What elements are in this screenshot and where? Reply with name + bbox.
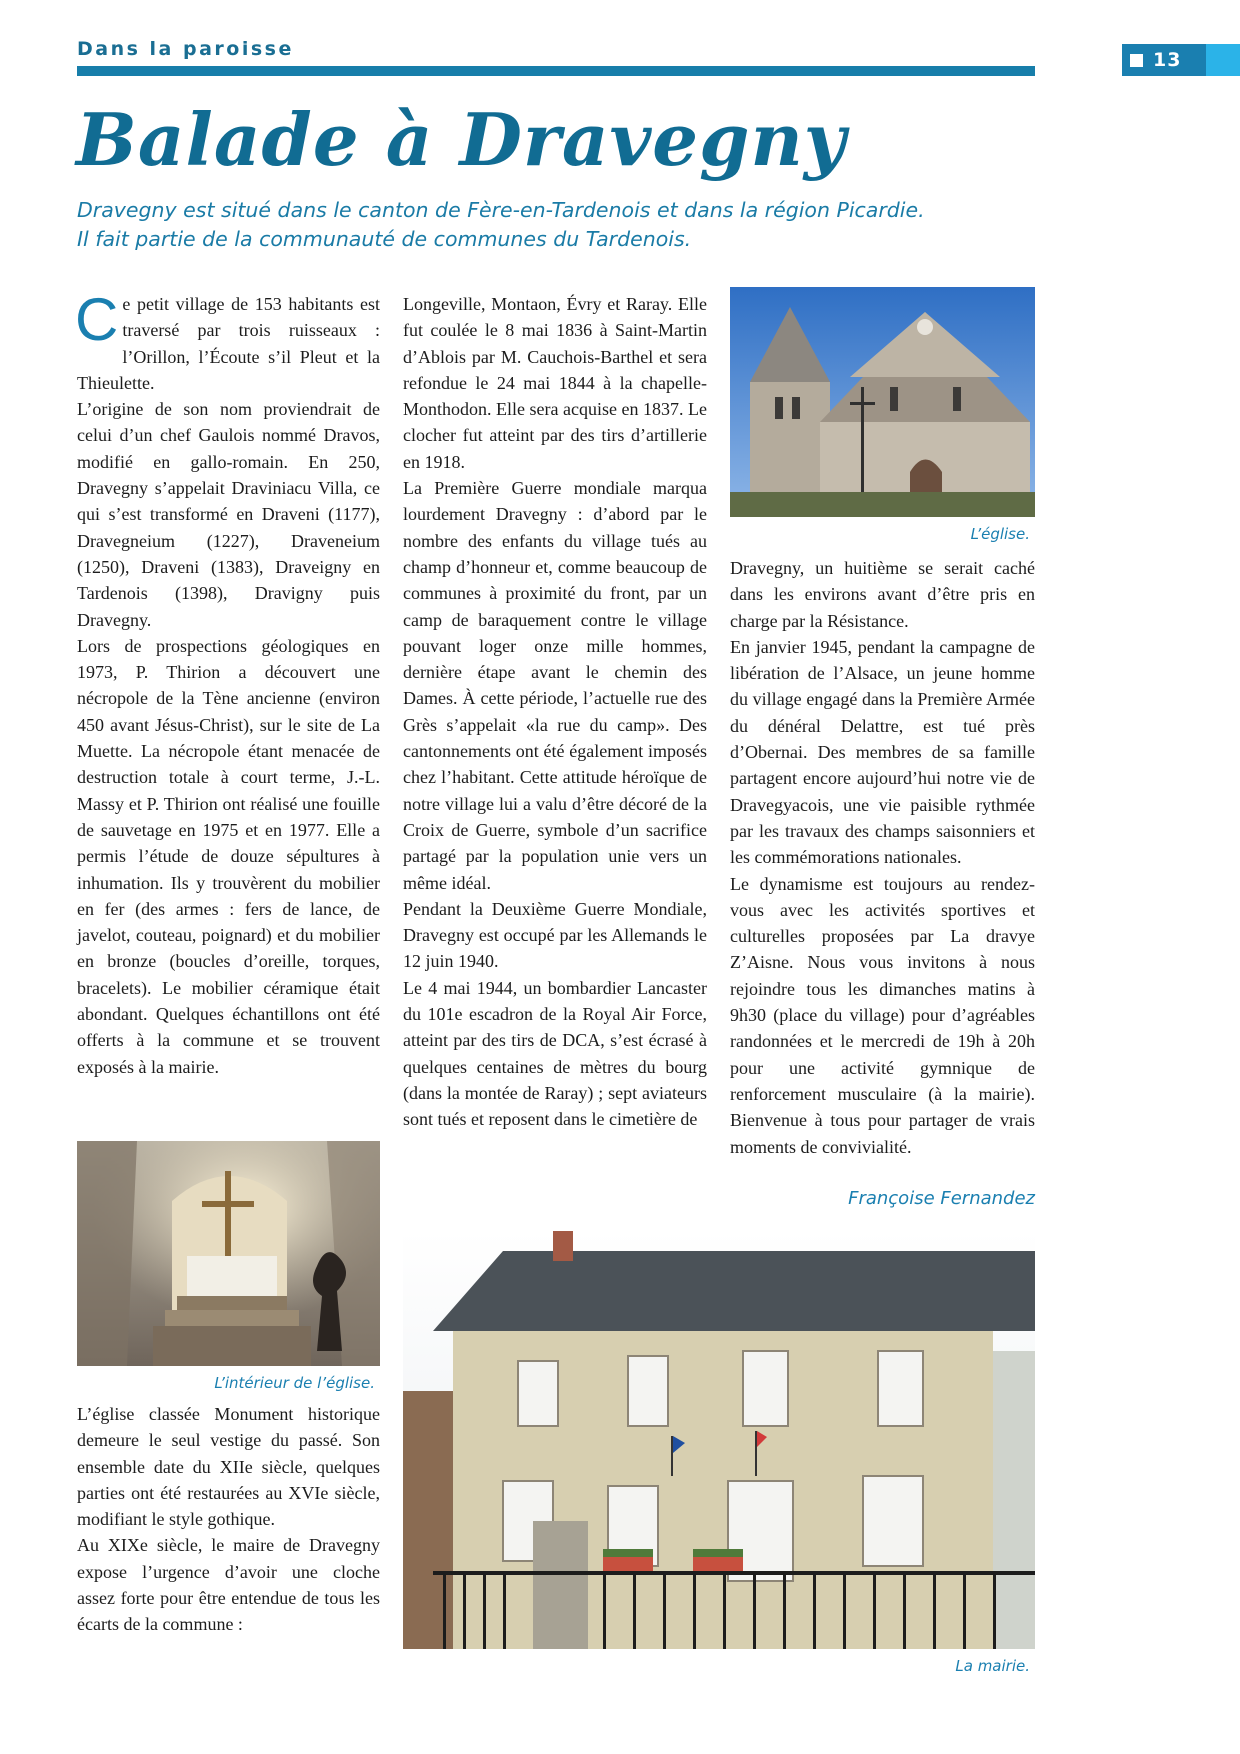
- church-caption: L’église.: [970, 525, 1030, 543]
- header-rule: [77, 66, 1035, 76]
- interior-photo: [77, 1141, 380, 1366]
- interior-caption: L’intérieur de l’église.: [214, 1374, 375, 1392]
- column-1-continued: [77, 1401, 380, 1638]
- paragraph-text: e petit village de 153 habitants est traversé par trois ruisseaux : l’Orillon, l’Écoute s’il Pleut et la Thieulette.: [77, 294, 380, 393]
- paragraph: La Première Guerre mondiale marqua lourdement Dravegny : d’abord par le nombre des enfants du village tués au champ d’honneur et, comme beaucoup de communes à proximité du front, par un camp de baraquement contre le village pouvant loger onze mille hommes, dernière étape avant le chemin des Dames. À cette période, l’actuelle rue des Grès s’appelait «la rue du camp». Des cantonnements ont été également imposés chez l’habitant. Cette attitude héroïque de notre village lui a valu d’être décoré de la Croix de Guerre, symbole d’un sacrifice partagé par la population unie vers un même idéal.: [403, 478, 707, 893]
- paragraph: Longeville, Montaon, Évry et Raray. Elle fut coulée le 8 mai 1836 à Saint-Martin d’Ablois par M. Cauchois-Barthel et sera refondue le 24 mai 1844 à la chapelle-Monthodon. Elle sera acquise en 1837. Le clocher fut atteint par des tirs d’artillerie en 1918.: [403, 294, 707, 472]
- paragraph: Au XIXe siècle, le maire de Dravegny expose l’urgence d’avoir une cloche assez forte pour être entendue de tous les écarts de la commune :: [77, 1535, 380, 1635]
- column-2: [403, 291, 707, 1133]
- paragraph: Dravegny, un huitième se serait caché dans les environs avant d’être pris en charge par la Résistance.: [730, 558, 1035, 631]
- page-badge-tail: [1206, 44, 1240, 76]
- paragraph: [75, 286, 380, 396]
- church-photo: [730, 287, 1035, 517]
- column-3: [730, 555, 1035, 1160]
- paragraph: L’église classée Monument historique demeure le seul vestige du passé. Son ensemble date du XIIe siècle, quelques parties ont été restaurées au XVIe siècle, modifiant le style gothique.: [77, 1404, 380, 1530]
- page-number-badge: [1122, 44, 1206, 76]
- paragraph: En janvier 1945, pendant la campagne de libération de l’Alsace, un jeune homme du village engagé dans la Première Armée du dénéral Delattre, est tué près d’Obernai. Des membres de sa famille partagent encore aujourd’hui notre vie de Dravegyacois, une vie paisible rythmée par les travaux des champs saisonniers et les commémorations nationales.: [730, 636, 1035, 868]
- column-1: [75, 286, 380, 1080]
- drop-cap: C: [75, 286, 119, 353]
- paragraph: Lors de prospections géologiques en 1973, P. Thirion a découvert une nécropole de la Tène ancienne (environ 450 avant Jésus-Christ), sur le site de La Muette. La nécropole étant menacée de destruction totale à court terme, J.-L. Massy et P. Thirion ont réalisé une fouille de sauvetage en 1975 et en 1977. Elle a permis l’étude de douze sépultures à inhumation. Ils y trouvèrent du mobilier en fer (des armes : fers de lance, de javelot, couteau, poignard) et du mobilier en bronze (boucles d’oreille, torques, bracelets). Le mobilier céramique était abondant. Quelques échantillons ont été offerts à la commune et se trouvent exposés à la mairie.: [77, 635, 380, 1077]
- article-title: Balade à Dravegny: [76, 97, 847, 182]
- mairie-caption: La mairie.: [955, 1657, 1030, 1675]
- mairie-photo: [403, 1231, 1035, 1649]
- paragraph: Pendant la Deuxième Guerre Mondiale, Dravegny est occupé par les Allemands le 12 juin 1940.: [403, 898, 707, 972]
- paragraph: L’origine de son nom proviendrait de celui d’un chef Gaulois nommé Dravos, modifié en gallo-romain. En 250, Dravegny s’appelait Draviniacu Villa, ce qui s’est transformé en Draveni (1177), Dravegneium (1227), Draveneium (1250), Draveni (1383), Draveigny en Tardenois (1398), Dravigny puis Dravegny.: [77, 399, 380, 630]
- subtitle-line: Il fait partie de la communauté de communes du Tardenois.: [77, 227, 692, 251]
- subtitle-line: Dravegny est situé dans le canton de Fère-en-Tardenois et dans la région Picardie.: [77, 198, 925, 222]
- section-label: Dans la paroisse: [77, 38, 294, 60]
- paragraph: Le 4 mai 1944, un bombardier Lancaster du 101e escadron de la Royal Air Force, atteint par des tirs de DCA, s’est écrasé à quelques centaines de mètres du bourg (dans la montée de Raray) ; sept aviateurs sont tués et reposent dans le cimetière de: [403, 977, 707, 1130]
- author-signature: Françoise Fernandez: [848, 1188, 1035, 1209]
- page-number: 13: [1153, 49, 1182, 71]
- paragraph: Le dynamisme est toujours au rendez-vous avec les activités sportives et culturelles proposées par La dravye Z’Aisne. Nous vous invitons à nous rejoindre tous les dimanches matins à 9h30 (place du village) pour d’agréables randonnées et le mercredi de 19h à 20h pour une activité gymnique de renforcement musculaire (à la mairie). Bienvenue à tous pour partager de vrais moments de convivialité.: [730, 873, 1035, 1157]
- article-subtitle: [77, 196, 1057, 254]
- square-icon: [1130, 54, 1143, 67]
